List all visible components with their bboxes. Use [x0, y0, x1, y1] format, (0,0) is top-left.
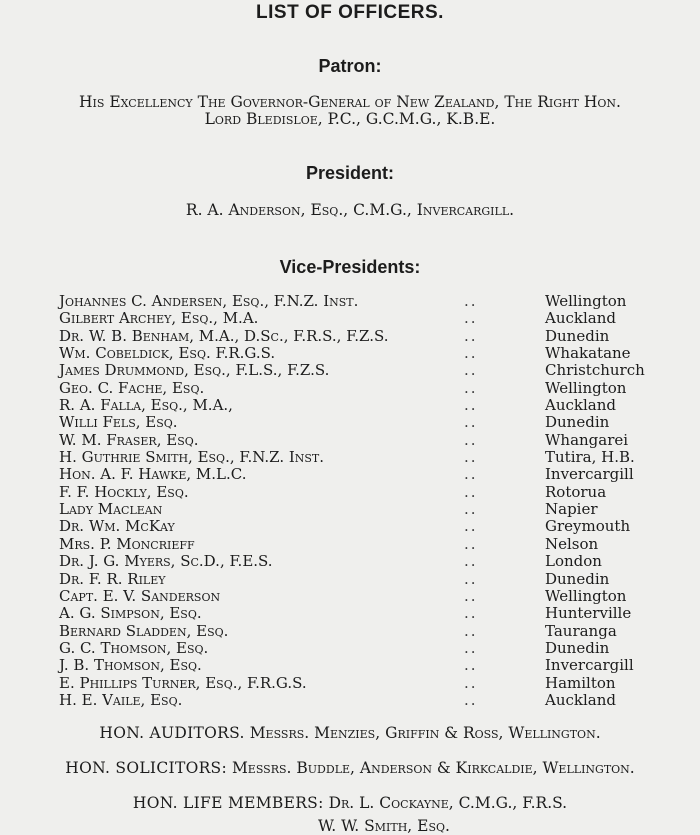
vice-president-name: Wm. Cobeldick, Esq. F.R.G.S.	[59, 344, 276, 363]
vice-president-name: E. Phillips Turner, Esq., F.R.G.S.	[59, 673, 307, 692]
vice-president-place: Dunedin	[545, 638, 610, 657]
vice-president-name: Capt. E. V. Sanderson	[59, 586, 221, 605]
vice-president-place: Rotorua	[545, 482, 607, 501]
auditors-line	[0, 724, 700, 742]
leader-dots: ..	[464, 482, 478, 501]
vice-president-place: Auckland	[545, 396, 616, 415]
vice-president-place: Christchurch	[545, 361, 645, 380]
leader-dots: ..	[464, 534, 478, 553]
vice-president-name: Geo. C. Fache, Esq.	[59, 378, 205, 397]
vice-president-row	[59, 432, 659, 449]
vice-president-row	[59, 640, 659, 657]
vice-president-name: Bernard Sladden, Esq.	[59, 621, 229, 640]
vice-president-name: Gilbert Archey, Esq., M.A.	[59, 309, 259, 328]
vice-president-name: Hon. A. F. Hawke, M.L.C.	[59, 465, 247, 484]
vice-president-place: Dunedin	[545, 569, 610, 588]
leader-dots: ..	[464, 430, 478, 449]
vice-president-place: Tauranga	[545, 621, 617, 640]
leader-dots: ..	[464, 638, 478, 657]
auditors-text: Messrs. Menzies, Griffin & Ross, Wellington.	[249, 724, 601, 742]
vice-president-name: Johannes C. Andersen, Esq., F.N.Z. Inst.	[59, 292, 359, 310]
leader-dots: ..	[464, 326, 478, 345]
leader-dots: ..	[464, 344, 478, 363]
leader-dots: ..	[464, 690, 478, 709]
solicitors-line	[0, 759, 700, 777]
leader-dots: ..	[464, 465, 478, 484]
vice-president-row	[59, 380, 659, 397]
vice-president-name: F. F. Hockly, Esq.	[59, 482, 189, 501]
solicitors-text: Messrs. Buddle, Anderson & Kirkcaldie, Wellington.	[231, 759, 635, 777]
leader-dots: ..	[464, 621, 478, 640]
vice-president-name: Dr. Wm. McKay	[59, 517, 175, 536]
vice-president-row	[59, 328, 659, 345]
vice-president-name: H. E. Vaile, Esq.	[59, 690, 183, 709]
vice-president-place: Dunedin	[545, 326, 610, 345]
vice-president-name: R. A. Falla, Esq., M.A.,	[59, 396, 233, 415]
vice-president-name: Dr. F. R. Riley	[59, 569, 166, 588]
vice-president-name: Dr. J. G. Myers, Sc.D., F.E.S.	[59, 552, 273, 571]
president-line: R. A. Anderson, Esq., C.M.G., Invercargill.	[185, 201, 515, 219]
vice-president-row	[59, 310, 659, 327]
vice-president-place: Invercargill	[545, 465, 634, 484]
president-heading: President:	[305, 163, 395, 183]
leader-dots: ..	[464, 309, 478, 328]
vice-president-row	[59, 518, 659, 535]
solicitors-label: HON. SOLICITORS:	[65, 759, 227, 777]
vice-president-row	[59, 675, 659, 692]
vice-president-row	[59, 623, 659, 640]
vice-president-row	[59, 588, 659, 605]
vice-president-row	[59, 692, 659, 709]
vice-president-row	[59, 293, 659, 310]
vice-president-place: Napier	[545, 500, 598, 519]
vice-president-place: Wellington	[545, 378, 627, 397]
vice-president-name: G. C. Thomson, Esq.	[59, 638, 209, 657]
vice-president-row	[59, 449, 659, 466]
life-members-label: HON. LIFE MEMBERS:	[132, 794, 324, 812]
patron-line-2: Lord Bledisloe, P.C., G.C.M.G., K.B.E.	[204, 110, 496, 128]
page-title: LIST OF OFFICERS.	[256, 2, 444, 23]
leader-dots: ..	[464, 604, 478, 623]
leader-dots: ..	[464, 673, 478, 692]
leader-dots: ..	[464, 569, 478, 588]
vice-president-place: Hamilton	[545, 673, 616, 692]
vice-president-place: Invercargill	[545, 656, 634, 675]
vice-president-row	[59, 466, 659, 483]
leader-dots: ..	[464, 361, 478, 380]
vice-president-place: Hunterville	[545, 604, 632, 623]
vice-president-name: H. Guthrie Smith, Esq., F.N.Z. Inst.	[59, 448, 325, 467]
vice-president-row	[59, 414, 659, 431]
vice-president-row	[59, 657, 659, 674]
life-members-line-1	[0, 794, 700, 812]
vice-president-place: Dunedin	[545, 413, 610, 432]
life-members-line-2: W. W. Smith, Esq.	[318, 817, 450, 835]
leader-dots: ..	[464, 413, 478, 432]
vice-president-row	[59, 484, 659, 501]
vice-president-place: London	[545, 552, 602, 571]
leader-dots: ..	[464, 517, 478, 536]
vice-president-place: Auckland	[545, 690, 616, 709]
vice-president-place: Tutira, H.B.	[545, 448, 635, 467]
vice-president-place: Nelson	[545, 534, 599, 553]
vice-presidents-heading: Vice-Presidents:	[279, 257, 421, 277]
leader-dots: ..	[464, 552, 478, 571]
patron-line-1: His Excellency The Governor-General of New Zealand, The Right Hon.	[79, 93, 621, 111]
auditors-label: HON. AUDITORS.	[99, 724, 245, 742]
vice-president-name: James Drummond, Esq., F.L.S., F.Z.S.	[59, 361, 330, 380]
leader-dots: ..	[464, 448, 478, 467]
vice-president-row	[59, 397, 659, 414]
leader-dots: ..	[464, 396, 478, 415]
vice-president-place: Greymouth	[545, 517, 631, 536]
vice-president-row	[59, 345, 659, 362]
vice-president-place: Auckland	[545, 309, 616, 328]
vice-president-row	[59, 571, 659, 588]
leader-dots: ..	[464, 500, 478, 519]
vice-president-place: Whangarei	[545, 430, 629, 449]
leader-dots: ..	[464, 586, 478, 605]
vice-president-row	[59, 605, 659, 622]
patron-heading: Patron:	[318, 56, 382, 76]
vice-president-name: W. M. Fraser, Esq.	[59, 430, 199, 449]
vice-presidents-list	[59, 293, 659, 709]
leader-dots: ..	[464, 292, 478, 310]
leader-dots: ..	[464, 378, 478, 397]
vice-president-name: J. B. Thomson, Esq.	[59, 656, 202, 675]
vice-president-place: Wellington	[545, 292, 627, 310]
vice-president-name: Dr. W. B. Benham, M.A., D.Sc., F.R.S., F.Z.S.	[59, 326, 389, 345]
vice-president-name: Mrs. P. Moncrieff	[59, 534, 195, 553]
vice-president-name: Willi Fels, Esq.	[59, 413, 178, 432]
vice-president-name: A. G. Simpson, Esq.	[59, 604, 202, 623]
vice-president-name: Lady Maclean	[59, 500, 163, 519]
life-members-first: Dr. L. Cockayne, C.M.G., F.R.S.	[328, 794, 568, 812]
vice-president-place: Wellington	[545, 586, 627, 605]
vice-president-place: Whakatane	[545, 344, 631, 363]
vice-president-row	[59, 362, 659, 379]
vice-president-row	[59, 501, 659, 518]
leader-dots: ..	[464, 656, 478, 675]
vice-president-row	[59, 536, 659, 553]
vice-president-row	[59, 553, 659, 570]
